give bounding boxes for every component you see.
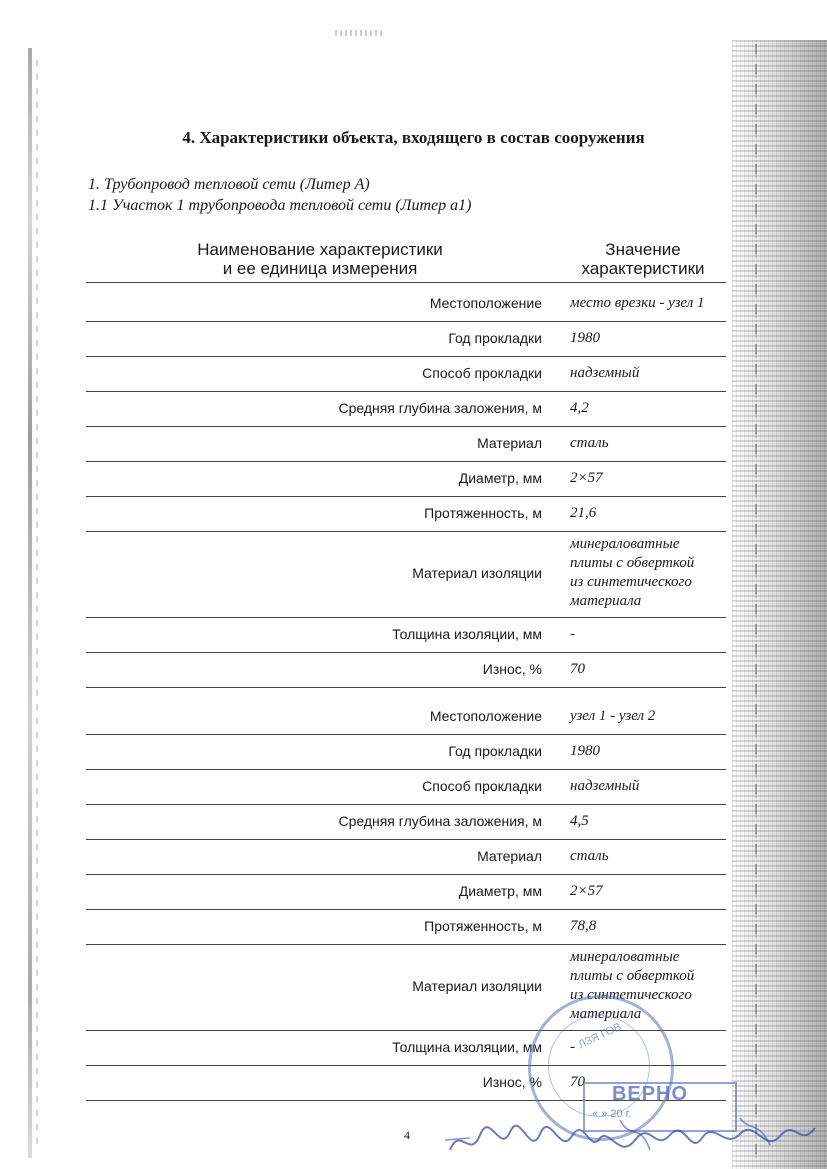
characteristic-label: Год прокладки [448, 742, 542, 759]
characteristic-value: узел 1 - узел 2 [570, 707, 656, 724]
characteristic-label: Толщина изоляции, мм [392, 1038, 542, 1055]
characteristic-value-line: материала [570, 1006, 642, 1022]
table-rule [86, 321, 726, 322]
table-rule [86, 734, 726, 735]
characteristic-label: Местоположение [429, 707, 542, 724]
subtitle-pipeline: 1. Трубопровод тепловой сети (Литер А) [88, 176, 370, 193]
characteristic-value: 2×57 [570, 469, 603, 486]
scan-edge-left-shadow [36, 60, 38, 1150]
scan-edge-left [28, 48, 32, 1158]
subtitle-segment: 1.1 Участок 1 трубопровода тепловой сети (Литер а1) [88, 197, 472, 214]
table-rule [86, 874, 726, 875]
characteristic-value: 1980 [570, 329, 600, 346]
characteristic-value: 4,2 [570, 399, 589, 416]
characteristic-value: 21,6 [570, 504, 597, 521]
table-rule [86, 391, 726, 392]
table-rule [86, 282, 726, 283]
characteristic-value-line: из синтетического [570, 987, 692, 1003]
characteristic-value: - [570, 1038, 575, 1055]
characteristic-value: 78,8 [570, 917, 597, 934]
table-rule [86, 909, 726, 910]
characteristic-value: место врезки - узел 1 [570, 294, 705, 311]
certification-stamp-date: « » 20 г. [592, 1108, 632, 1120]
characteristic-value-line: из синтетического [570, 574, 692, 590]
table-rule [86, 652, 726, 653]
table-rule [86, 496, 726, 497]
characteristic-label: Износ, % [482, 1073, 542, 1090]
scan-edge-right-line [755, 44, 757, 1164]
column-header-name-line2: и ее единица измерения [222, 259, 418, 278]
characteristic-label: Средняя глубина заложения, м [338, 812, 542, 829]
table-rule [86, 944, 726, 945]
characteristic-label: Толщина изоляции, мм [392, 625, 542, 642]
column-header-value-line2: характеристики [581, 259, 705, 278]
characteristic-label: Средняя глубина заложения, м [338, 399, 542, 416]
characteristic-value-line: плиты с обверткой [570, 968, 695, 984]
characteristic-label: Материал изоляции [412, 565, 542, 581]
column-header-name [170, 240, 470, 278]
section-heading: 4. Характеристики объекта, входящего в состав сооружения [182, 128, 645, 147]
scan-smudge [335, 30, 385, 36]
round-seal-text: ЛЗЯ ГОВ [576, 1020, 624, 1052]
characteristic-value-line: минераловатные [570, 949, 680, 965]
table-rule [86, 356, 726, 357]
characteristic-label: Протяженность, м [424, 917, 542, 934]
characteristic-value: - [570, 625, 575, 642]
table-rule [86, 617, 726, 618]
characteristic-value-line: минераловатные [570, 536, 680, 552]
table-rule [86, 769, 726, 770]
characteristic-label: Материал [477, 434, 542, 451]
characteristic-value: 2×57 [570, 882, 603, 899]
characteristic-label: Местоположение [429, 294, 542, 311]
scan-edge-right [732, 40, 827, 1169]
handwritten-signature [440, 1110, 820, 1165]
characteristic-label: Способ прокладки [422, 777, 542, 794]
table-rule [86, 687, 726, 688]
characteristic-value: 1980 [570, 742, 600, 759]
characteristic-value-line: материала [570, 593, 642, 609]
characteristic-value: сталь [570, 847, 609, 864]
characteristic-value: сталь [570, 434, 609, 451]
characteristic-value [570, 535, 694, 611]
characteristic-value: 4,5 [570, 812, 589, 829]
characteristic-value: надземный [570, 364, 640, 381]
column-header-name-line1: Наименование характеристики [197, 240, 443, 259]
column-header-value [568, 240, 718, 278]
characteristic-label: Способ прокладки [422, 364, 542, 381]
page-number: 4 [404, 1128, 410, 1142]
table-rule [86, 804, 726, 805]
table-rule [86, 461, 726, 462]
characteristic-value-line: плиты с обверткой [570, 555, 695, 571]
characteristic-value: надземный [570, 777, 640, 794]
characteristic-label: Материал [477, 847, 542, 864]
table-rule [86, 426, 726, 427]
characteristic-label: Год прокладки [448, 329, 542, 346]
characteristic-label: Диаметр, мм [458, 882, 542, 899]
characteristic-value: 70 [570, 660, 585, 677]
characteristic-label: Материал изоляции [412, 978, 542, 994]
table-rule [86, 531, 726, 532]
characteristic-value: 70 [570, 1073, 585, 1090]
characteristic-label: Диаметр, мм [458, 469, 542, 486]
characteristic-label: Износ, % [482, 660, 542, 677]
column-header-value-line1: Значение [605, 240, 681, 259]
certification-stamp-word: ВЕРНО [611, 1083, 689, 1105]
table-rule [86, 839, 726, 840]
characteristic-label: Протяженность, м [424, 504, 542, 521]
